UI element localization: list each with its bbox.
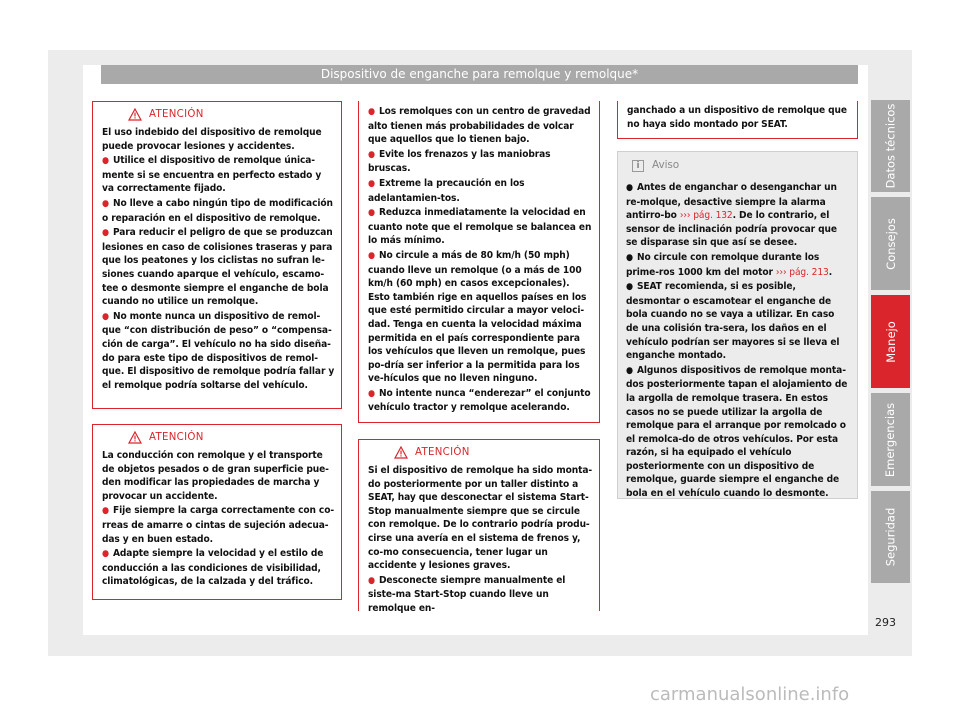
- warning-label: ATENCIÓN: [415, 446, 470, 458]
- bullet-item: ● Antes de enganchar o desenganchar un re-molque, desactive siempre la alarma antirro-bo ››› pág. 132. De lo contrario, el sensor de inclinación podría provocar que se disparase sin que así se desee.: [626, 182, 837, 249]
- warning-triangle-icon: [128, 108, 142, 121]
- bullet-icon: ●: [368, 107, 375, 117]
- bullet-icon: ●: [626, 252, 633, 263]
- tab-seguridad[interactable]: Seguridad: [871, 491, 910, 583]
- note-label: Aviso: [652, 159, 680, 172]
- tab-manejo[interactable]: Manejo: [871, 295, 910, 388]
- bullet-item: ● SEAT recomienda, si es posible, desmontar o escamotear el enganche de bola cuando no se vaya a utilizar. En caso de una colisión tra-sera, los daños en el vehículo podrían ser mayores si se lleva el enganche montado.: [626, 281, 840, 362]
- bullet-item: ● Desconecte siempre manualmente el siste-ma Start-Stop cuando lleve un remolque en-: [368, 574, 566, 614]
- bullet-item: ● No monte nunca un dispositivo de remol-que “con distribución de peso” o “compensa-ción de carga”. El vehículo no ha sido diseña-do para este tipo de dispositivos de remol-que. El dispositivo de remolque podría fallar y el remolque podría soltarse del vehículo.: [102, 310, 335, 391]
- warning-box-1: [92, 101, 342, 409]
- bullet-icon: ●: [102, 156, 109, 167]
- bullet-item: ● No intente nunca “enderezar” el conjunto vehículo tractor y remolque acelerando.: [368, 387, 591, 414]
- bullet-icon: ●: [102, 311, 109, 322]
- note-heading: [618, 152, 857, 174]
- warning-continued-text: ganchado a un dispositivo de remolque que no haya sido montado por SEAT.: [627, 105, 847, 130]
- bullet-item: ● Fije siempre la carga correctamente con co-rreas de amarre o cintas de sujeción adecua-das y en buen estado.: [102, 505, 335, 545]
- bullet-item: ● No circule a más de 80 km/h (50 mph) cuando lleve un remolque (o a más de 100 km/h (60 mph) en casos excepcionales). Esto también rige en aquellos países en los que esté permitido circular a mayor veloci-dad. Tenga en cuenta la velocidad máxima permitida en el país correspondiente para los vehículos que lleven un remolque, pues po-dría ser inferior a la permitida para los ve-hículos que no lleven ninguno.: [368, 249, 587, 385]
- bullet-item: ● Los remolques con un centro de gravedad alto tienen más probabilidades de volcar que aquellos que lo tienen bajo.: [368, 106, 591, 146]
- bullet-item: ● Para reducir el peligro de que se produzcan lesiones en caso de colisiones traseras y para que los peatones y los ciclistas no sufran le-siones cuando aparque el vehículo, escamo-tee o desmonte siempre el enganche de bola cuando no utilice un remolque.: [102, 227, 333, 308]
- warning-continued-box: [358, 101, 600, 423]
- page-number: 293: [875, 616, 896, 629]
- warning-continued-box: [617, 101, 858, 139]
- warning-heading: [93, 425, 341, 445]
- warning-label: ATENCIÓN: [149, 431, 204, 443]
- bullet-item: ● No lleve a cabo ningún tipo de modificación o reparación en el dispositivo de remolque.: [102, 197, 333, 224]
- bullet-icon: ●: [102, 228, 109, 239]
- watermark: carmanualsonline.info: [650, 684, 850, 705]
- bullet-icon: ●: [368, 208, 375, 219]
- bullet-icon: ●: [368, 178, 375, 189]
- bullet-item: ● No circule con remolque durante los prime-ros 1000 km del motor ››› pág. 213.: [626, 251, 833, 278]
- warning-heading: [359, 440, 599, 460]
- warning-box-3: [358, 439, 600, 614]
- warning-label: ATENCIÓN: [149, 108, 204, 120]
- warning-intro: La conducción con remolque y el transporte de objetos pesados o de gran superficie pue-den modificar las propiedades de marcha y provocar un accidente.: [102, 450, 329, 502]
- bullet-icon: ●: [102, 506, 109, 517]
- warning-heading: [93, 102, 341, 122]
- warning-box-2: [92, 424, 342, 600]
- bullet-icon: ●: [626, 183, 633, 193]
- warning-intro: El uso indebido del dispositivo de remolque puede provocar lesiones y accidentes.: [102, 127, 322, 152]
- note-box: [617, 151, 858, 499]
- tab-datos-tecnicos[interactable]: Datos técnicos: [871, 100, 910, 192]
- tab-consejos[interactable]: Consejos: [871, 197, 910, 290]
- page-reference-link[interactable]: ››› pág. 213: [775, 266, 829, 278]
- warning-triangle-icon: [394, 446, 408, 459]
- tab-emergencias[interactable]: Emergencias: [871, 393, 910, 486]
- bullet-icon: ●: [368, 575, 375, 586]
- warning-intro: Si el dispositivo de remolque ha sido monta-do posteriormente por un taller distinto a SEAT, hay que desconectar el sistema Start-Stop manualmente siempre que se circule con remolque. De lo contrario podría produ-cirse una avería en el sistema de frenos y, co-mo consecuencia, tener lugar un accidente y lesiones graves.: [368, 465, 593, 572]
- bullet-item: ● Algunos dispositivos de remolque monta-dos posteriormente tapan el alojamiento de la argolla de remolque trasera. En estos casos no se puede utilizar la argolla de remolque para el arranque por remolcado o el remolca-do de otros vehículos. Por esta razón, si ha equipado el vehículo posteriormente con un dispositivo de remolque, guarde siempre el enganche de bola en el vehículo cuando lo desmonte.: [626, 364, 848, 500]
- bullet-item: ● Reduzca inmediatamente la velocidad en cuanto note que el remolque se balancea en lo más mínimo.: [368, 207, 592, 247]
- warning-triangle-icon: [128, 431, 142, 444]
- section-header: Dispositivo de enganche para remolque y remolque*: [101, 65, 858, 84]
- bullet-icon: ●: [368, 149, 375, 160]
- bullet-icon: ●: [102, 198, 109, 209]
- info-icon: i: [632, 160, 644, 172]
- bullet-icon: ●: [626, 282, 633, 293]
- bullet-icon: ●: [626, 365, 633, 376]
- bullet-icon: ●: [102, 549, 109, 560]
- bullet-item: ● Adapte siempre la velocidad y el estilo de conducción a las condiciones de visibilidad, climatológicas, de la calzada y del tráfico.: [102, 548, 324, 588]
- bullet-item: ● Utilice el dispositivo de remolque única-mente si se encuentra en perfecto estado y va correctamente fijado.: [102, 155, 322, 195]
- bullet-icon: ●: [368, 388, 375, 399]
- bullet-item: ● Extreme la precaución en los adelantamien-tos.: [368, 177, 525, 204]
- bullet-icon: ●: [368, 250, 375, 261]
- page-reference-link[interactable]: ››› pág. 132: [679, 210, 733, 222]
- bullet-item: ● Evite los frenazos y las maniobras bruscas.: [368, 148, 551, 175]
